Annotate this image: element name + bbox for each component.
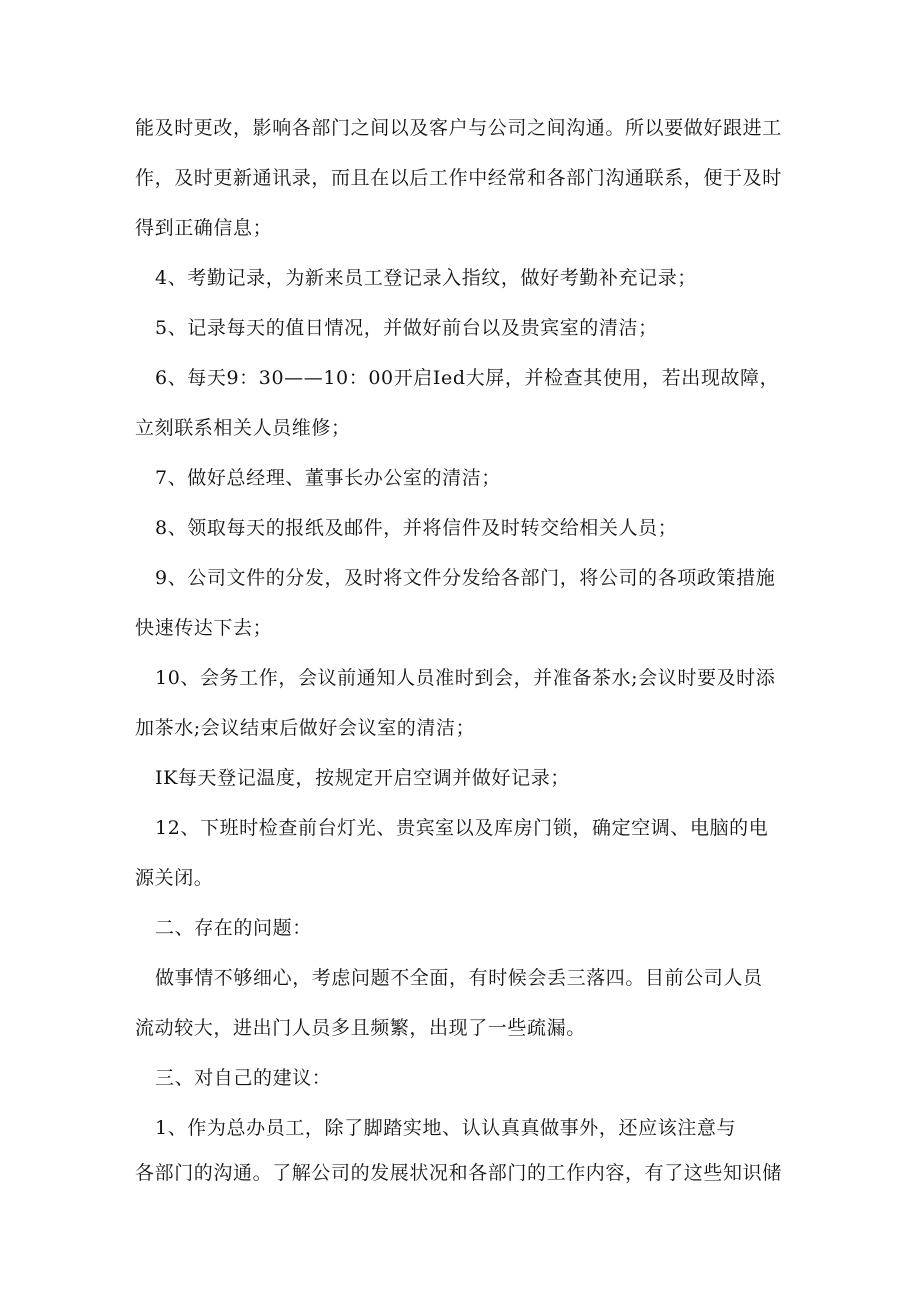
text-line: 各部门的沟通。了解公司的发展状况和各部门的工作内容，有了这些知识储 — [135, 1162, 782, 1184]
text-line: 作，及时更新通讯录，而且在以后工作中经常和各部门沟通联系，便于及时 — [135, 167, 782, 189]
text-line: 1、作为总办员工，除了脚踏实地、认认真真做事外，还应该注意与 — [155, 1117, 737, 1139]
text-line: 4、考勤记录，为新来员工登记录入指纹，做好考勤补充记录； — [155, 267, 697, 289]
text-line: 快速传达下去； — [135, 617, 273, 639]
text-line: IK每天登记温度，按规定开启空调并做好记录； — [155, 767, 570, 789]
section-heading: 二、存在的问题： — [155, 917, 312, 939]
text-line: 做事情不够细心，考虑问题不全面，有时候会丢三落四。目前公司人员 — [155, 967, 763, 989]
text-line: 5、记录每天的值日情况，并做好前台以及贵宾室的清洁； — [155, 317, 658, 339]
text-line: 9、公司文件的分发，及时将文件分发给各部门，将公司的各项政策措施 — [155, 567, 776, 589]
text-line: 8、领取每天的报纸及邮件，并将信件及时转交给相关人员； — [155, 517, 678, 539]
text-line: 加茶水;会议结束后做好会议室的清洁； — [135, 717, 476, 739]
text-line: 7、做好总经理、董事长办公室的清洁； — [155, 467, 501, 489]
text-line: 能及时更改，影响各部门之间以及客户与公司之间沟通。所以要做好跟进工 — [135, 117, 782, 139]
text-line: 10、会务工作，会议前通知人员准时到会，并准备茶水;会议时要及时添 — [155, 667, 776, 689]
text-line: 12、下班时检查前台灯光、贵宾室以及库房门锁，确定空调、电脑的电 — [155, 817, 769, 839]
text-line: 得到正确信息； — [135, 217, 273, 239]
section-heading: 三、对自己的建议： — [155, 1067, 332, 1089]
text-line: 6、每天9：30——10：00开启Ied大屏，并检查其使用，若出现故障， — [155, 367, 780, 389]
text-line: 立刻联系相关人员维修； — [135, 417, 351, 439]
text-line: 流动较大，进出门人员多且频繁，出现了一些疏漏。 — [135, 1017, 586, 1039]
text-line: 源关闭。 — [135, 867, 214, 889]
